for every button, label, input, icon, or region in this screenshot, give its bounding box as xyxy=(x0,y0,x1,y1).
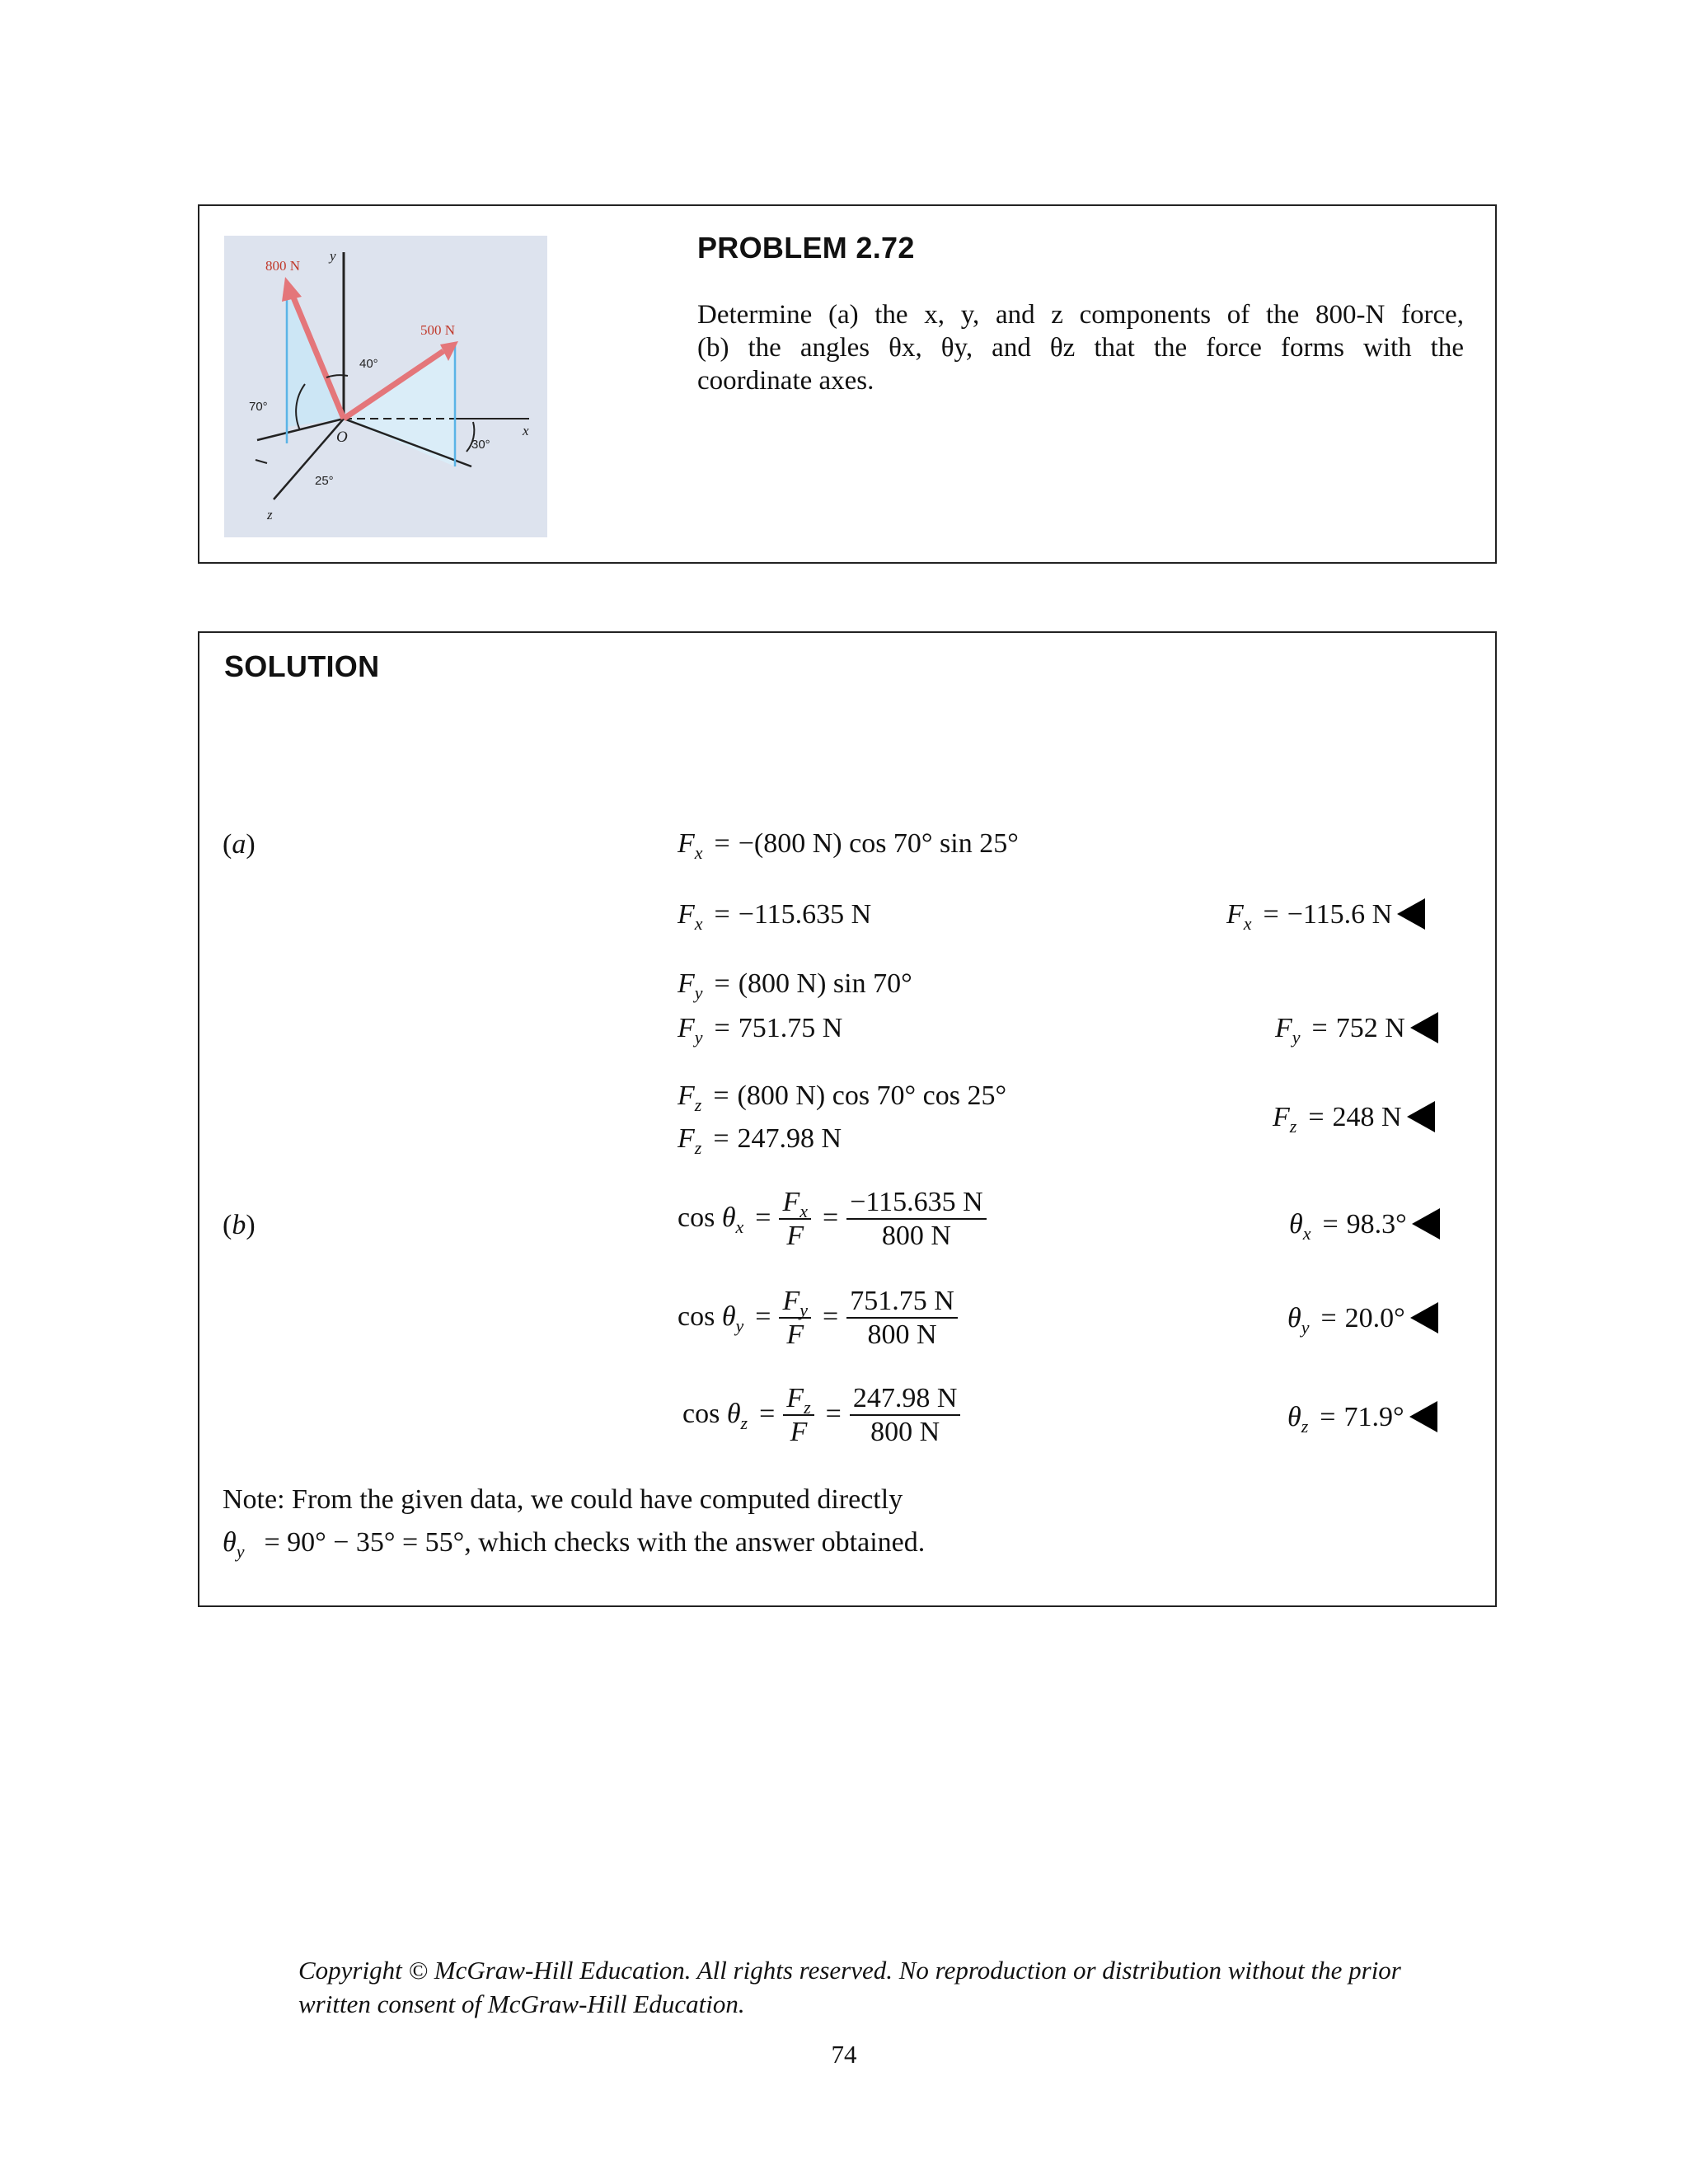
angle-25-label: 25° xyxy=(315,474,334,488)
eq-fy-formula: $F_y = (800$ N) sin 70° xyxy=(678,968,912,1003)
eq-fy-value: $F_y = 751.75$ N xyxy=(678,1013,843,1047)
origin-label: O xyxy=(336,429,348,446)
answer-marker-icon xyxy=(1412,1208,1440,1240)
y-axis-label: y xyxy=(330,248,336,264)
copyright-line-1: Copyright © McGraw-Hill Education. All rights reserved. No reproduction or distribution without the prior xyxy=(298,1956,1401,1985)
solution-box xyxy=(198,631,1497,1607)
answer-marker-icon xyxy=(1410,1012,1438,1043)
statement-line-1: Determine (a) the x, y, and z components of the 800-N force, xyxy=(697,300,1464,330)
answer-marker-icon xyxy=(1397,898,1425,930)
answer-fy: $F_y = 752$ N xyxy=(1275,1012,1438,1046)
statement-line-3: coordinate axes. xyxy=(697,366,874,396)
force-500-label: 500 N xyxy=(420,322,456,338)
eq-cos-theta-y: $\cos \theta_y$ = $\frac{F_y}{F}$ = $\frac{751.75 N}{800 N}$ xyxy=(678,1286,958,1352)
answer-theta-z: $\theta_z = 71.9^\circ$ xyxy=(1287,1401,1437,1435)
angle-40-label: 40° xyxy=(359,357,378,371)
problem-box xyxy=(198,204,1497,564)
solution-title: SOLUTION xyxy=(224,649,380,683)
answer-fz: $F_z = 248$ N xyxy=(1273,1101,1435,1135)
force-800-label: 800 N xyxy=(265,258,301,274)
answer-fx: $F_x = -115.6$ N xyxy=(1226,898,1425,932)
eq-cos-theta-z: $\cos \theta_z$ = $\frac{F_z}{F}$ = $\frac{247.98 N}{800 N}$ xyxy=(682,1383,960,1449)
part-a-label: (a) xyxy=(223,829,256,860)
eq-fx-value: $F_x = -115.635$ N xyxy=(678,899,872,934)
statement-line-2: (b) the angles θx, θy, and θz that the force forms with the xyxy=(697,333,1464,363)
part-b-label: (b) xyxy=(223,1210,256,1240)
note-line-2: $\theta_y = 90^\circ - 35^\circ = 55^\circ$, which checks with the answer obtained. xyxy=(223,1527,926,1562)
angle-70-label: 70° xyxy=(249,400,268,414)
copyright-notice xyxy=(298,1953,1502,2021)
page-number: 74 xyxy=(831,2040,857,2069)
force-diagram-figure xyxy=(224,236,547,537)
problem-statement xyxy=(697,298,1464,397)
eq-cos-theta-x: $\cos \theta_x$ = $\frac{F_x}{F}$ = $\frac{-115.635 N}{800 N}$ xyxy=(678,1187,987,1253)
eq-fx-formula: $F_x = -(800$ N) cos 70° sin 25° xyxy=(678,828,1019,863)
z-axis-label: z xyxy=(267,507,273,523)
eq-fz-formula: $F_z = (800$ N) cos 70° cos 25° xyxy=(678,1080,1007,1115)
angle-30-label: 30° xyxy=(471,438,490,452)
note-line-1: Note: From the given data, we could have computed directly xyxy=(223,1484,903,1515)
answer-marker-icon xyxy=(1410,1302,1438,1333)
answer-marker-icon xyxy=(1407,1101,1435,1132)
answer-marker-icon xyxy=(1409,1401,1437,1432)
x-axis-label: x xyxy=(523,423,529,438)
figure-background xyxy=(224,236,547,537)
eq-fz-value: $F_z = 247.98$ N xyxy=(678,1123,842,1158)
answer-theta-x: $\theta_x = 98.3^\circ$ xyxy=(1289,1208,1440,1242)
copyright-line-2: written consent of McGraw-Hill Education. xyxy=(298,1990,745,2018)
answer-theta-y: $\theta_y = 20.0^\circ$ xyxy=(1287,1302,1438,1336)
problem-title: PROBLEM 2.72 xyxy=(697,231,915,265)
